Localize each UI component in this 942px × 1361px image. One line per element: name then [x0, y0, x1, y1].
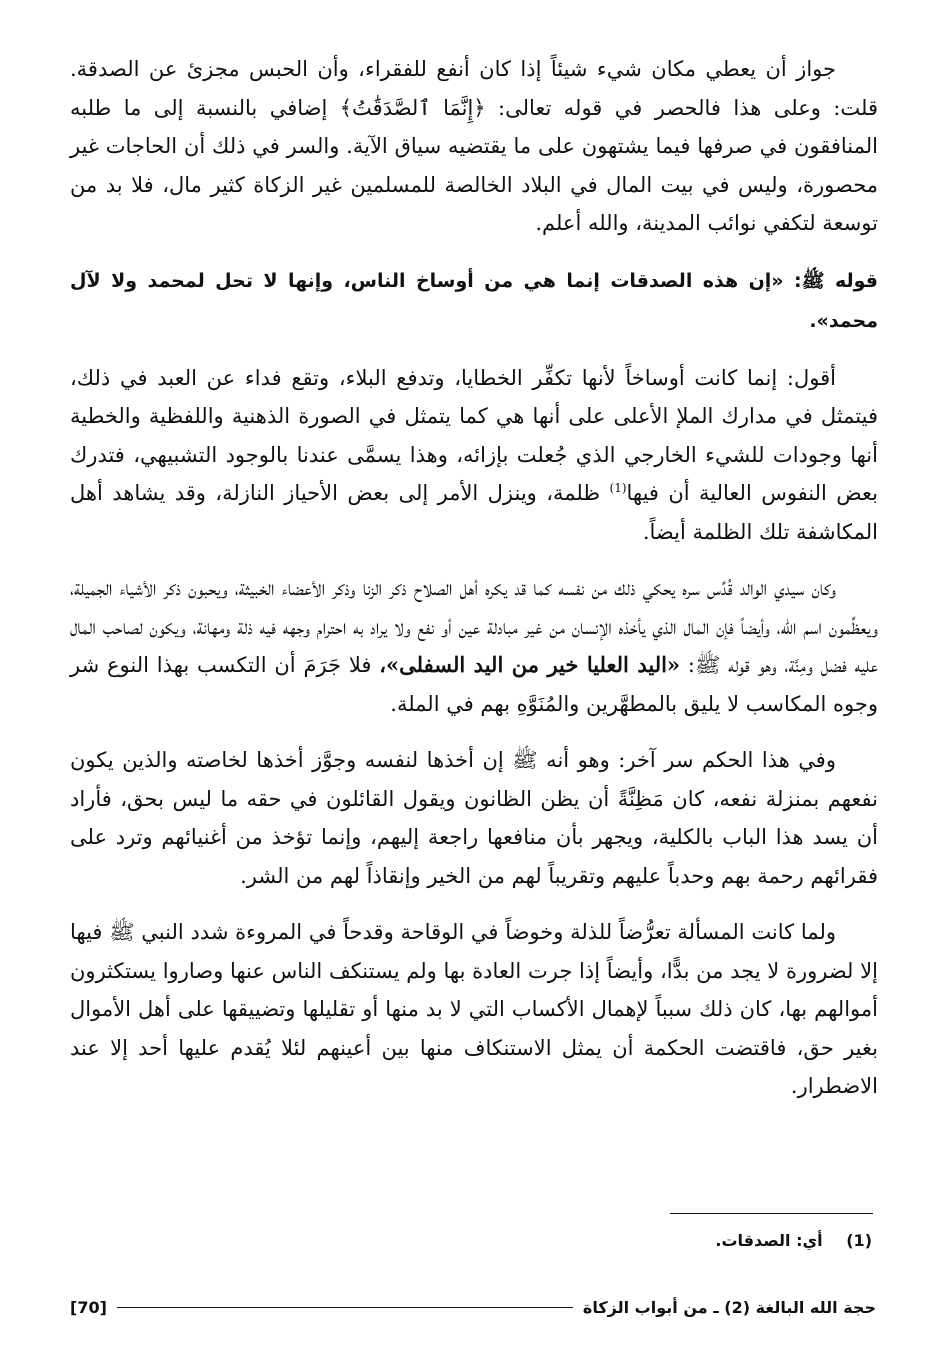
paragraph-line: بهم في الملة.	[390, 691, 510, 716]
footnote-number: (1)	[846, 1231, 872, 1250]
paragraph-line: وتضييقها على أهل الأموال بغير حق، فاقتضت الحكمة أن يمثل الاستنكاف منها بين	[70, 997, 878, 1060]
hadith-quote-1	[70, 261, 878, 341]
paragraph-5	[70, 741, 878, 895]
page-footer	[70, 1290, 876, 1324]
paragraph-line: ومهانة، ويكون لصاحب المال عليه فضل ومِنَّة، وهو قوله ﷺ:	[70, 614, 878, 677]
paragraph-line: الزنا وذكر الأعضاء الخبيثة، ويحبون ذكر الأشياء الجميلة، ويعظِّمون اسم الله، وأيضاً فإن	[70, 576, 878, 639]
paragraph-line: أعينهم لئلا يُقدم عليها أحد إلا عند الاضطرار.	[70, 1035, 878, 1098]
paragraph-line: الحاجات غير محصورة، وليس في بيت المال في البلاد الخالصة للمسلمين غير الزكاة كثير	[70, 134, 878, 197]
footnote-text: أي: الصدقات.	[715, 1231, 823, 1250]
paragraph-3	[70, 359, 878, 552]
paragraph-line: التشبيهي، فتدرك بعض النفوس العالية أن فيها	[70, 442, 878, 505]
paragraph-line: وترد على فقرائهم رحمة بهم وحدباً عليهم وتقريباً لهم من الخير وإنقاذاً لهم من الشر.	[70, 825, 878, 888]
page-number: [70]	[70, 1297, 107, 1317]
paragraph-line: طلبه المنافقون في صرفها فيما يشتهون على ما يقتضيه سياق الآية. والسر في ذلك أن	[70, 95, 879, 158]
paragraph-line: الصدقة. قلت: وعلى هذا فالحصر في قوله تعالى: ﴿إِنَّمَا ٱلصَّدَقَٰتُ﴾ إضافي بالنسبة إلى ما	[70, 57, 878, 120]
paragraph-line: فيها إلا لضرورة لا يجد من بدًّا، وأيضاً إذا جرت العادة بها ولم يستنكف الناس عنها	[70, 920, 878, 983]
page-body	[70, 50, 878, 1124]
paragraph-6	[70, 913, 878, 1106]
paragraph-line: ظلمة، وينزل الأمر إلى بعض الأحياز	[284, 481, 601, 505]
footnote-divider	[670, 1213, 873, 1214]
running-title: حجة الله البالغة (2) ـ من أبواب الزكاة	[582, 1297, 876, 1317]
paragraph-line: وصاروا يستكثرون أموالهم بها، كان ذلك سبباً لإهمال الأكساب التي لا بد منها أو تقليلها	[70, 958, 878, 1021]
paragraph-4	[70, 569, 878, 723]
paragraph-line: قوله ﷺ: «إن هذه الصدقات إنما هي من أوساخ الناس، وإنها لا تحل لمحمد ولا لآل	[70, 269, 878, 292]
footnote	[715, 1228, 872, 1254]
footnote-marker: (1)	[609, 481, 627, 495]
paragraph-line: وفي هذا الحكم سر آخر: وهو أنه ﷺ إن أخذها لنفسه وجوَّز أخذها لخاصته والذين	[122, 748, 836, 772]
paragraph-line: والخطية أنها وجودات للشيء الخارجي الذي جُعلت بإزائه، وهذا يسمَّى عندنا بالوجود	[70, 404, 878, 467]
paragraph-line: النازلة، وقد يشاهد أهل المكاشفة تلك الظلمة أيضاً.	[70, 481, 878, 544]
paragraph-line: جواز أن يعطي مكان شيء شيئاً إذا كان أنفع للفقراء، وأن الحبس مجزئ عن	[148, 57, 836, 81]
paragraph-line: مال، فلا بد من توسعة لتكفي نوائب المدينة، والله أعلم.	[70, 172, 878, 235]
paragraph-line: ولما كانت المسألة تعرُّضاً للذلة وخوضاً في الوقاحة وقدحاً في المروءة شدد النبي ﷺ	[109, 920, 836, 944]
paragraph-line: أقول: إنما كانت أوساخاً لأنها تكفِّر الخطايا، وتدفع البلاء، وتقع فداء عن العبد في	[119, 365, 836, 390]
paragraph-line: محمد».	[809, 309, 878, 332]
paragraph-line: ذلك، فيتمثل في مدارك الملإ الأعلى على أنها هي كما يتمثل في الصورة الذهنية واللفظية	[70, 365, 878, 428]
hadith-quote-2: «اليد العليا خير من اليد السفلى»،	[379, 652, 681, 677]
paragraph-1	[70, 50, 878, 243]
paragraph-line: يكون نفعهم بمنزلة نفعه، كان مَظِنَّةً أن يظن الظانون ويقول القائلون في حقه ما ليس بحق،	[70, 748, 879, 811]
paragraph-line: المال الذي يأخذه الإنسان من غير مبادلة عين أو نفع ولا يراد به احترام وجهه فيه ذلة	[237, 614, 710, 639]
footer-rule	[117, 1307, 573, 1308]
paragraph-line: فأراد أن يسد هذا الباب بالكلية، ويجهر بأن منافعها راجعة إليهم، وإنما تؤخذ من أغنيائهم	[70, 786, 878, 849]
paragraph-line: فلا جَرَمَ أن التكسب بهذا النوع شر وجوه المكاسب لا يليق بالمطهَّرين والمُنَوَّهِ	[70, 653, 878, 716]
paragraph-line: وكان سيدي الوالد قُدِّس سره يحكي ذلك من نفسه كما قد يكره أهل الصلاح ذكر	[389, 576, 836, 600]
